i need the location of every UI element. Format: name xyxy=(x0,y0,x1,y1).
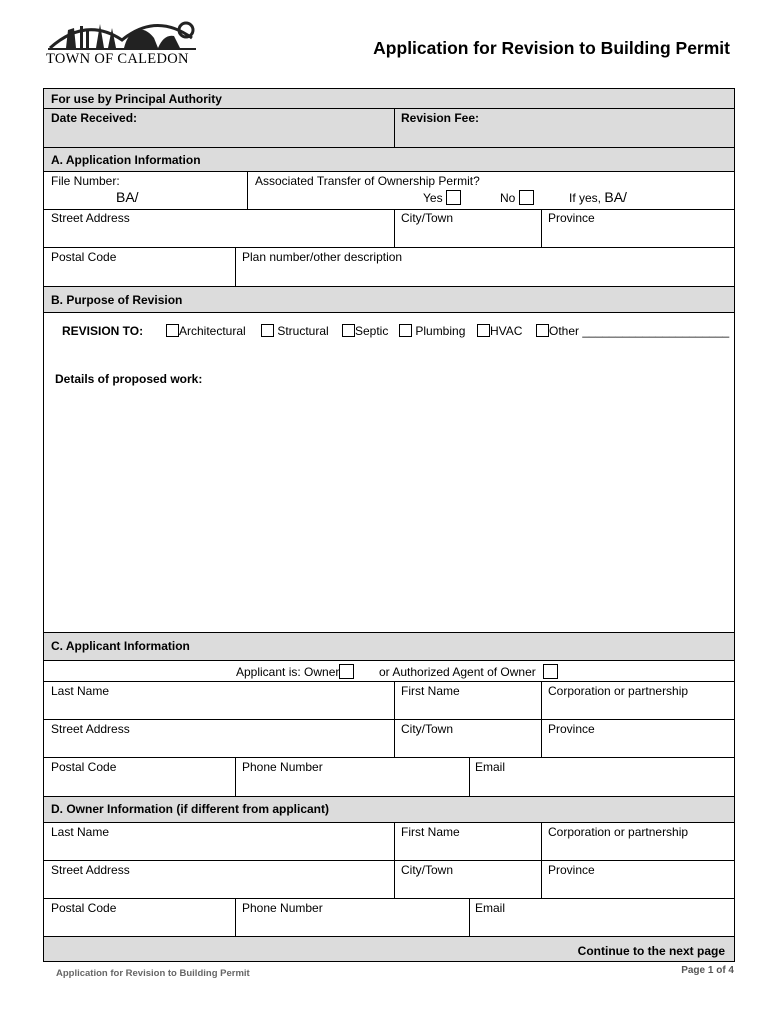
authority-heading: For use by Principal Authority xyxy=(51,92,222,106)
town-logo xyxy=(46,18,198,70)
d-province-label[interactable]: Province xyxy=(548,863,595,877)
agent-label: or Authorized Agent of Owner xyxy=(379,665,536,679)
d-phone-label[interactable]: Phone Number xyxy=(242,901,323,915)
applicant-owner xyxy=(236,664,354,679)
plan-number-label[interactable]: Plan number/other description xyxy=(242,250,403,264)
checkbox[interactable] xyxy=(536,324,549,337)
transfer-yes xyxy=(423,190,461,205)
d-corporation-label[interactable]: Corporation or partnership xyxy=(548,825,689,839)
province-label[interactable]: Province xyxy=(548,211,595,225)
file-number-input[interactable]: BA/ xyxy=(116,189,139,205)
d-first-name-label[interactable]: First Name xyxy=(401,825,460,839)
caledon-logo-icon xyxy=(46,18,198,52)
option-label: HVAC xyxy=(490,324,523,338)
yes-label: Yes xyxy=(423,191,443,205)
applicant-is-label: Applicant is: Owner xyxy=(236,665,340,679)
c-last-name-label[interactable]: Last Name xyxy=(51,684,110,698)
option-label: Other ______________________ xyxy=(549,324,730,338)
revision-option-other[interactable] xyxy=(536,324,729,338)
c-postal-code-label[interactable]: Postal Code xyxy=(51,760,117,774)
checkbox[interactable] xyxy=(399,324,412,337)
if-yes-label: If yes, xyxy=(569,191,602,205)
d-street-address-label[interactable]: Street Address xyxy=(51,863,130,877)
if-yes-field[interactable] xyxy=(569,189,627,205)
revision-fee-label: Revision Fee: xyxy=(401,111,480,125)
details-label: Details of proposed work: xyxy=(55,372,203,386)
option-label: Plumbing xyxy=(415,324,466,338)
applicant-owner-checkbox[interactable] xyxy=(339,664,354,679)
d-email-label[interactable]: Email xyxy=(475,901,506,915)
d-last-name-label[interactable]: Last Name xyxy=(51,825,110,839)
revision-option-hvac[interactable] xyxy=(477,324,522,338)
city-town-label[interactable]: City/Town xyxy=(401,211,454,225)
continue-note: Continue to the next page xyxy=(577,944,725,958)
transfer-question: Associated Transfer of Ownership Permit? xyxy=(255,174,480,188)
revision-to-label: REVISION TO: xyxy=(62,324,144,338)
applicant-agent xyxy=(379,664,558,679)
file-number-label: File Number: xyxy=(51,174,120,188)
checkbox[interactable] xyxy=(166,324,179,337)
option-label: Architectural xyxy=(179,324,246,338)
checkbox[interactable] xyxy=(342,324,355,337)
date-received-label: Date Received: xyxy=(51,111,138,125)
c-phone-label[interactable]: Phone Number xyxy=(242,760,323,774)
d-city-town-label[interactable]: City/Town xyxy=(401,863,454,877)
no-label: No xyxy=(500,191,516,205)
c-email-label[interactable]: Email xyxy=(475,760,506,774)
section-a-heading: A. Application Information xyxy=(51,153,201,167)
section-d-heading: D. Owner Information (if different from applicant) xyxy=(51,802,330,816)
logo-text: TOWN OF CALEDON xyxy=(46,51,189,67)
revision-option-plumbing[interactable] xyxy=(399,324,465,338)
transfer-yes-checkbox[interactable] xyxy=(446,190,461,205)
document-title: Application for Revision to Building Permit xyxy=(373,38,730,58)
page-number: Page 1 of 4 xyxy=(681,965,734,976)
c-street-address-label[interactable]: Street Address xyxy=(51,722,130,736)
c-first-name-label[interactable]: First Name xyxy=(401,684,460,698)
permit-form xyxy=(43,88,735,962)
applicant-agent-checkbox[interactable] xyxy=(543,664,558,679)
details-textarea[interactable] xyxy=(51,389,727,629)
d-postal-code-label[interactable]: Postal Code xyxy=(51,901,117,915)
section-c-heading: C. Applicant Information xyxy=(51,639,190,653)
section-b-heading: B. Purpose of Revision xyxy=(51,293,183,307)
checkbox[interactable] xyxy=(261,324,274,337)
transfer-no xyxy=(500,190,534,205)
street-address-label[interactable]: Street Address xyxy=(51,211,130,225)
if-yes-prefix: BA/ xyxy=(604,189,627,205)
checkbox[interactable] xyxy=(477,324,490,337)
c-province-label[interactable]: Province xyxy=(548,722,595,736)
revision-option-structural[interactable] xyxy=(261,324,329,338)
transfer-no-checkbox[interactable] xyxy=(519,190,534,205)
option-label: Septic xyxy=(355,324,389,338)
footer-title: Application for Revision to Building Permit xyxy=(56,968,250,979)
c-corporation-label[interactable]: Corporation or partnership xyxy=(548,684,689,698)
revision-option-septic[interactable] xyxy=(342,324,388,338)
postal-code-label[interactable]: Postal Code xyxy=(51,250,117,264)
option-label: Structural xyxy=(277,324,329,338)
c-city-town-label[interactable]: City/Town xyxy=(401,722,454,736)
revision-option-architectural[interactable] xyxy=(166,324,246,338)
